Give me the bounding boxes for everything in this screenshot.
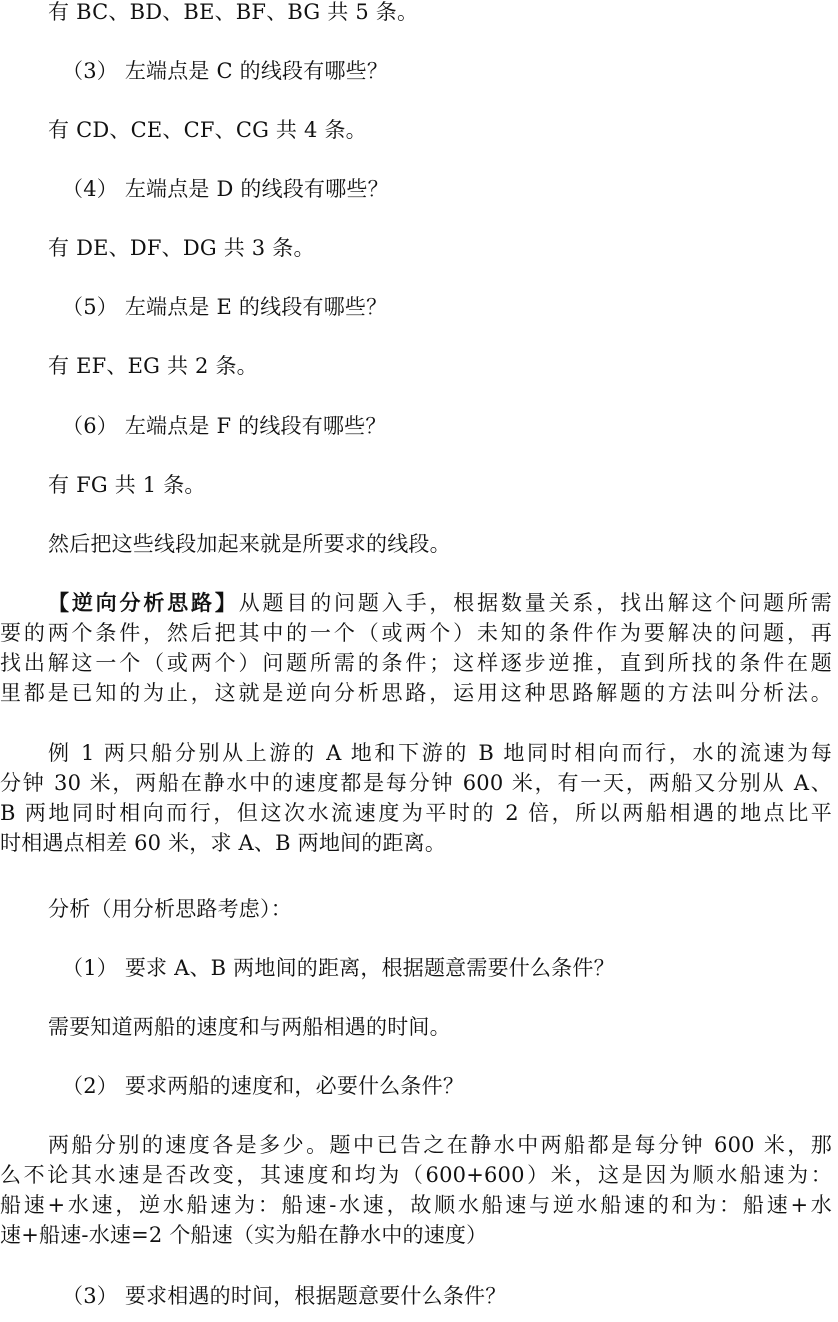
analysis-question-3: （3） 要求相遇的时间，根据题意要什么条件？ [62, 1284, 507, 1308]
answer-line-d: 有 DE、DF、DG 共 3 条。 [48, 236, 315, 260]
reverse-analysis-text-2: 要的两个条件，然后把其中的一个（或两个）未知的条件作为要解决的问题，再 [0, 621, 832, 645]
reverse-analysis-text-1: 从题目的问题入手，根据数量关系，找出解这个问题所需 [238, 591, 832, 615]
analysis-question-2: （2） 要求两船的速度和，必要什么条件？ [62, 1074, 465, 1098]
reverse-analysis-line-4 [0, 678, 832, 708]
question-line-d: （4） 左端点是 D 的线段有哪些？ [62, 177, 389, 201]
question-line-f: （6） 左端点是 F 的线段有哪些？ [62, 414, 387, 438]
analysis-answer-2-text-1: 两船分别的速度各是多少。题中已告之在静水中两船都是每分钟 600 米，那 [48, 1133, 832, 1157]
reverse-analysis-heading: 【逆向分析思路】 [48, 590, 239, 615]
answer-line-b: 有 BC、BD、BE、BF、BG 共 5 条。 [48, 0, 419, 24]
analysis-answer-2-text-2: 么不论其水速是否改变，其速度和均为（600+600）米，这是因为顺水船速为： [0, 1163, 832, 1187]
summary-line: 然后把这些线段加起来就是所要求的线段。 [48, 532, 451, 556]
example-line-2 [0, 768, 832, 798]
analysis-intro: 分析（用分析思路考虑）： [48, 897, 292, 921]
example-line-4: 时相遇点相差 60 米，求 A、B 两地间的距离。 [0, 831, 447, 855]
question-line-e: （5） 左端点是 E 的线段有哪些？ [62, 295, 388, 319]
analysis-answer-2-line-3 [0, 1190, 832, 1220]
answer-line-c: 有 CD、CE、CF、CG 共 4 条。 [48, 118, 367, 142]
answer-line-e: 有 EF、EG 共 2 条。 [48, 354, 258, 378]
reverse-analysis-line-2 [0, 618, 832, 648]
example-line-1 [48, 738, 832, 768]
example-line-3 [0, 798, 832, 828]
analysis-answer-2-text-3: 船速+水速，逆水船速为：船速-水速，故顺水船速与逆水船速的和为：船速+水 [0, 1193, 832, 1217]
analysis-question-1: （1） 要求 A、B 两地间的距离，根据题意需要什么条件？ [62, 956, 615, 980]
example-text-3: B 两地同时相向而行，但这次水流速度为平时的 2 倍，所以两船相遇的地点比平 [0, 801, 832, 825]
analysis-answer-2-line-1 [48, 1130, 832, 1160]
reverse-analysis-line-3 [0, 648, 832, 678]
reverse-analysis-text-4: 里都是已知的为止，这就是逆向分析思路，运用这种思路解题的方法叫分析法。 [0, 681, 832, 705]
analysis-answer-2-line-4: 速+船速-水速=2 个船速（实为船在静水中的速度） [0, 1223, 488, 1247]
question-line-c: （3） 左端点是 C 的线段有哪些？ [62, 59, 389, 83]
reverse-analysis-line-1 [48, 588, 832, 618]
answer-line-f: 有 FG 共 1 条。 [48, 473, 206, 497]
example-text-1: 例 1 两只船分别从上游的 A 地和下游的 B 地同时相向而行，水的流速为每 [48, 741, 832, 765]
analysis-answer-1: 需要知道两船的速度和与两船相遇的时间。 [48, 1015, 451, 1039]
example-text-2: 分钟 30 米，两船在静水中的速度都是每分钟 600 米，有一天，两船又分别从 A、 [0, 771, 832, 795]
analysis-answer-2-line-2 [0, 1160, 832, 1190]
reverse-analysis-text-3: 找出解这一个（或两个）问题所需的条件；这样逐步逆推，直到所找的条件在题 [0, 651, 832, 675]
